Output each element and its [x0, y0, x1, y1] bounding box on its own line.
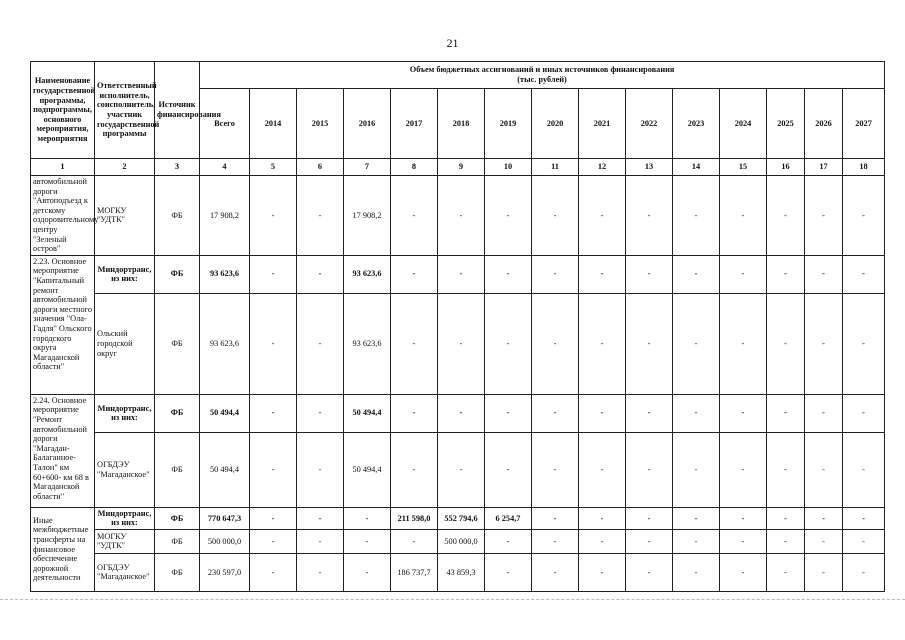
row-year-value: - [297, 394, 344, 432]
row-total: 50 494,4 [200, 432, 250, 507]
row-year-value: - [297, 255, 344, 293]
row-year-value: - [626, 255, 673, 293]
row-year-value: - [579, 176, 626, 256]
row-year-value: 93 623,6 [344, 255, 391, 293]
row-year-value: - [579, 507, 626, 529]
row-year-value: - [297, 432, 344, 507]
col-number: 10 [485, 159, 532, 176]
row-year-value: - [532, 293, 579, 394]
row-year-value: - [438, 176, 485, 256]
row-year-value: - [843, 394, 885, 432]
header-executor: Ответственный исполнитель, соисполнитель, участник государственной программы [95, 62, 155, 159]
header-year: 2016 [344, 89, 391, 159]
row-year-value: 552 794,6 [438, 507, 485, 529]
row-year-value: - [250, 255, 297, 293]
row-year-value: - [297, 529, 344, 553]
row-year-value: - [532, 507, 579, 529]
row-total: 500 000,0 [200, 529, 250, 553]
col-number: 2 [95, 159, 155, 176]
header-year: 2021 [579, 89, 626, 159]
row-year-value: - [438, 394, 485, 432]
row-year-value: - [673, 507, 720, 529]
row-source: ФБ [155, 394, 200, 432]
row-year-value: - [438, 293, 485, 394]
row-year-value: - [720, 553, 767, 591]
row-year-value: - [805, 176, 843, 256]
row-year-value: 50 494,4 [344, 432, 391, 507]
row-executor: Миндортранс, из них: [95, 394, 155, 432]
row-year-value: - [250, 394, 297, 432]
row-executor: Миндортранс, из них: [95, 507, 155, 529]
col-number: 9 [438, 159, 485, 176]
row-year-value: - [344, 529, 391, 553]
row-year-value: - [626, 293, 673, 394]
col-number: 11 [532, 159, 579, 176]
row-year-value: - [673, 394, 720, 432]
row-year-value: - [532, 255, 579, 293]
row-year-value: - [720, 432, 767, 507]
row-year-value: - [391, 394, 438, 432]
header-year: 2019 [485, 89, 532, 159]
col-number: 16 [767, 159, 805, 176]
row-year-value: - [767, 394, 805, 432]
table-row [31, 394, 885, 432]
col-number: 3 [155, 159, 200, 176]
row-year-value: - [391, 529, 438, 553]
column-number-row [31, 159, 885, 176]
col-number: 8 [391, 159, 438, 176]
row-year-value: - [297, 507, 344, 529]
table-row [31, 507, 885, 529]
row-year-value: - [673, 293, 720, 394]
row-year-value: - [344, 507, 391, 529]
row-year-value: - [250, 553, 297, 591]
row-year-value: - [805, 293, 843, 394]
row-source: ФБ [155, 176, 200, 256]
header-budget-units: (тыс. рублей) [517, 75, 567, 84]
page-number: 21 [446, 36, 459, 50]
header-year: 2020 [532, 89, 579, 159]
row-year-value: - [250, 529, 297, 553]
row-year-value: - [767, 176, 805, 256]
row-year-value: - [532, 529, 579, 553]
row-year-value: - [805, 529, 843, 553]
row-year-value: - [532, 176, 579, 256]
row-year-value: - [579, 529, 626, 553]
row-year-value: - [391, 432, 438, 507]
row-year-value: - [485, 255, 532, 293]
row-year-value: - [673, 432, 720, 507]
header-total: Всего [200, 89, 250, 159]
row-year-value: - [673, 176, 720, 256]
row-source: ФБ [155, 529, 200, 553]
row-year-value: - [250, 432, 297, 507]
row-year-value: 211 598,0 [391, 507, 438, 529]
row-year-value: 6 254,7 [485, 507, 532, 529]
row-year-value: - [485, 176, 532, 256]
row-year-value: - [767, 553, 805, 591]
col-number: 6 [297, 159, 344, 176]
row-total: 770 647,3 [200, 507, 250, 529]
row-year-value: 17 908,2 [344, 176, 391, 256]
col-number: 12 [579, 159, 626, 176]
row-year-value: - [344, 553, 391, 591]
row-name: Иные межбюджетные трансферты на финансовое обеспечение дорожной деятельности [31, 507, 95, 591]
header-year: 2022 [626, 89, 673, 159]
row-year-value: - [805, 255, 843, 293]
table-row [31, 176, 885, 256]
row-year-value: - [297, 293, 344, 394]
row-year-value: 93 623,6 [344, 293, 391, 394]
row-name: 2.23. Основное мероприятие "Капитальный ремонт автомобильной дороги местного значения "Ола-Гадля" Ольского городского округа Магаданской области" [31, 255, 95, 394]
row-year-value: - [626, 553, 673, 591]
col-number: 17 [805, 159, 843, 176]
row-year-value: - [485, 553, 532, 591]
row-year-value: - [532, 432, 579, 507]
row-total: 93 623,6 [200, 293, 250, 394]
row-year-value: - [391, 255, 438, 293]
row-year-value: - [767, 432, 805, 507]
row-source: ФБ [155, 255, 200, 293]
row-executor: Ольский городской округ [95, 293, 155, 394]
col-number: 7 [344, 159, 391, 176]
header-year: 2023 [673, 89, 720, 159]
row-year-value: - [720, 176, 767, 256]
col-number: 5 [250, 159, 297, 176]
budget-table [30, 61, 885, 592]
row-year-value: - [438, 255, 485, 293]
row-name: автомобильной дороги "Автоподъезд к детскому оздоровительному центру "Зеленый остров" [31, 176, 95, 256]
row-year-value: - [843, 529, 885, 553]
row-year-value: - [250, 507, 297, 529]
col-number: 4 [200, 159, 250, 176]
header-name: Наименование государственной программы, подпрограммы, основного мероприятия, мероприятия [31, 62, 95, 159]
col-number: 18 [843, 159, 885, 176]
row-year-value: - [843, 293, 885, 394]
row-year-value: - [391, 293, 438, 394]
table-row [31, 432, 885, 507]
row-total: 17 908,2 [200, 176, 250, 256]
header-year: 2026 [805, 89, 843, 159]
col-number: 15 [720, 159, 767, 176]
row-year-value: - [250, 293, 297, 394]
row-source: ФБ [155, 432, 200, 507]
row-year-value: - [843, 432, 885, 507]
row-year-value: - [720, 255, 767, 293]
header-year: 2015 [297, 89, 344, 159]
row-year-value: - [767, 293, 805, 394]
table-row [31, 553, 885, 591]
row-year-value: - [485, 293, 532, 394]
row-year-value: - [720, 507, 767, 529]
header-year: 2014 [250, 89, 297, 159]
row-source: ФБ [155, 507, 200, 529]
row-executor: ОГБДЭУ "Магаданское" [95, 432, 155, 507]
row-year-value: - [626, 507, 673, 529]
table-row [31, 293, 885, 394]
row-year-value: - [532, 394, 579, 432]
col-number: 14 [673, 159, 720, 176]
row-year-value: - [843, 255, 885, 293]
row-year-value: - [626, 176, 673, 256]
row-year-value: - [805, 394, 843, 432]
row-year-value: - [720, 293, 767, 394]
row-year-value: 186 737,7 [391, 553, 438, 591]
row-year-value: - [720, 529, 767, 553]
row-year-value: 43 859,3 [438, 553, 485, 591]
header-year: 2024 [720, 89, 767, 159]
row-year-value: - [805, 553, 843, 591]
row-year-value: - [843, 176, 885, 256]
row-year-value: - [485, 432, 532, 507]
row-year-value: - [767, 255, 805, 293]
row-year-value: - [579, 432, 626, 507]
row-year-value: - [250, 176, 297, 256]
row-year-value: - [579, 293, 626, 394]
row-source: ФБ [155, 553, 200, 591]
table-row [31, 529, 885, 553]
row-year-value: 500 000,0 [438, 529, 485, 553]
row-year-value: - [843, 553, 885, 591]
row-year-value: - [297, 176, 344, 256]
row-year-value: - [485, 394, 532, 432]
row-year-value: - [843, 507, 885, 529]
scan-edge-line [0, 599, 905, 600]
table-row [31, 255, 885, 293]
row-total: 230 597,0 [200, 553, 250, 591]
row-executor: МОГКУ "УДТК" [95, 176, 155, 256]
row-year-value: - [767, 507, 805, 529]
row-year-value: - [673, 553, 720, 591]
row-year-value: - [673, 255, 720, 293]
row-total: 50 494,4 [200, 394, 250, 432]
row-year-value: - [626, 394, 673, 432]
row-year-value: - [579, 394, 626, 432]
header-year: 2017 [391, 89, 438, 159]
row-year-value: - [626, 432, 673, 507]
row-source: ФБ [155, 293, 200, 394]
row-year-value: - [720, 394, 767, 432]
row-year-value: - [579, 255, 626, 293]
row-year-value: - [438, 432, 485, 507]
row-year-value: - [485, 529, 532, 553]
row-name: 2.24. Основное мероприятие "Ремонт автомобильной дороги "Магадан-Балаганное-Талон" км 60+600- км 68 в Магаданской области" [31, 394, 95, 507]
row-executor: Миндортранс, из них: [95, 255, 155, 293]
header-year: 2025 [767, 89, 805, 159]
row-year-value: 50 494,4 [344, 394, 391, 432]
row-executor: МОГКУ "УДТК" [95, 529, 155, 553]
header-year: 2018 [438, 89, 485, 159]
row-total: 93 623,6 [200, 255, 250, 293]
row-year-value: - [626, 529, 673, 553]
header-budget-title: Объем бюджетных ассигнований и иных источников финансирования [409, 65, 675, 75]
row-year-value: - [579, 553, 626, 591]
row-year-value: - [805, 432, 843, 507]
col-number: 13 [626, 159, 673, 176]
row-year-value: - [673, 529, 720, 553]
row-year-value: - [767, 529, 805, 553]
header-source: Источник финансирования [155, 62, 200, 159]
row-year-value: - [805, 507, 843, 529]
row-year-value: - [391, 176, 438, 256]
header-year: 2027 [843, 89, 885, 159]
row-year-value: - [532, 553, 579, 591]
row-year-value: - [297, 553, 344, 591]
col-number: 1 [31, 159, 95, 176]
row-executor: ОГБДЭУ "Магаданское" [95, 553, 155, 591]
header-budget [200, 62, 885, 89]
